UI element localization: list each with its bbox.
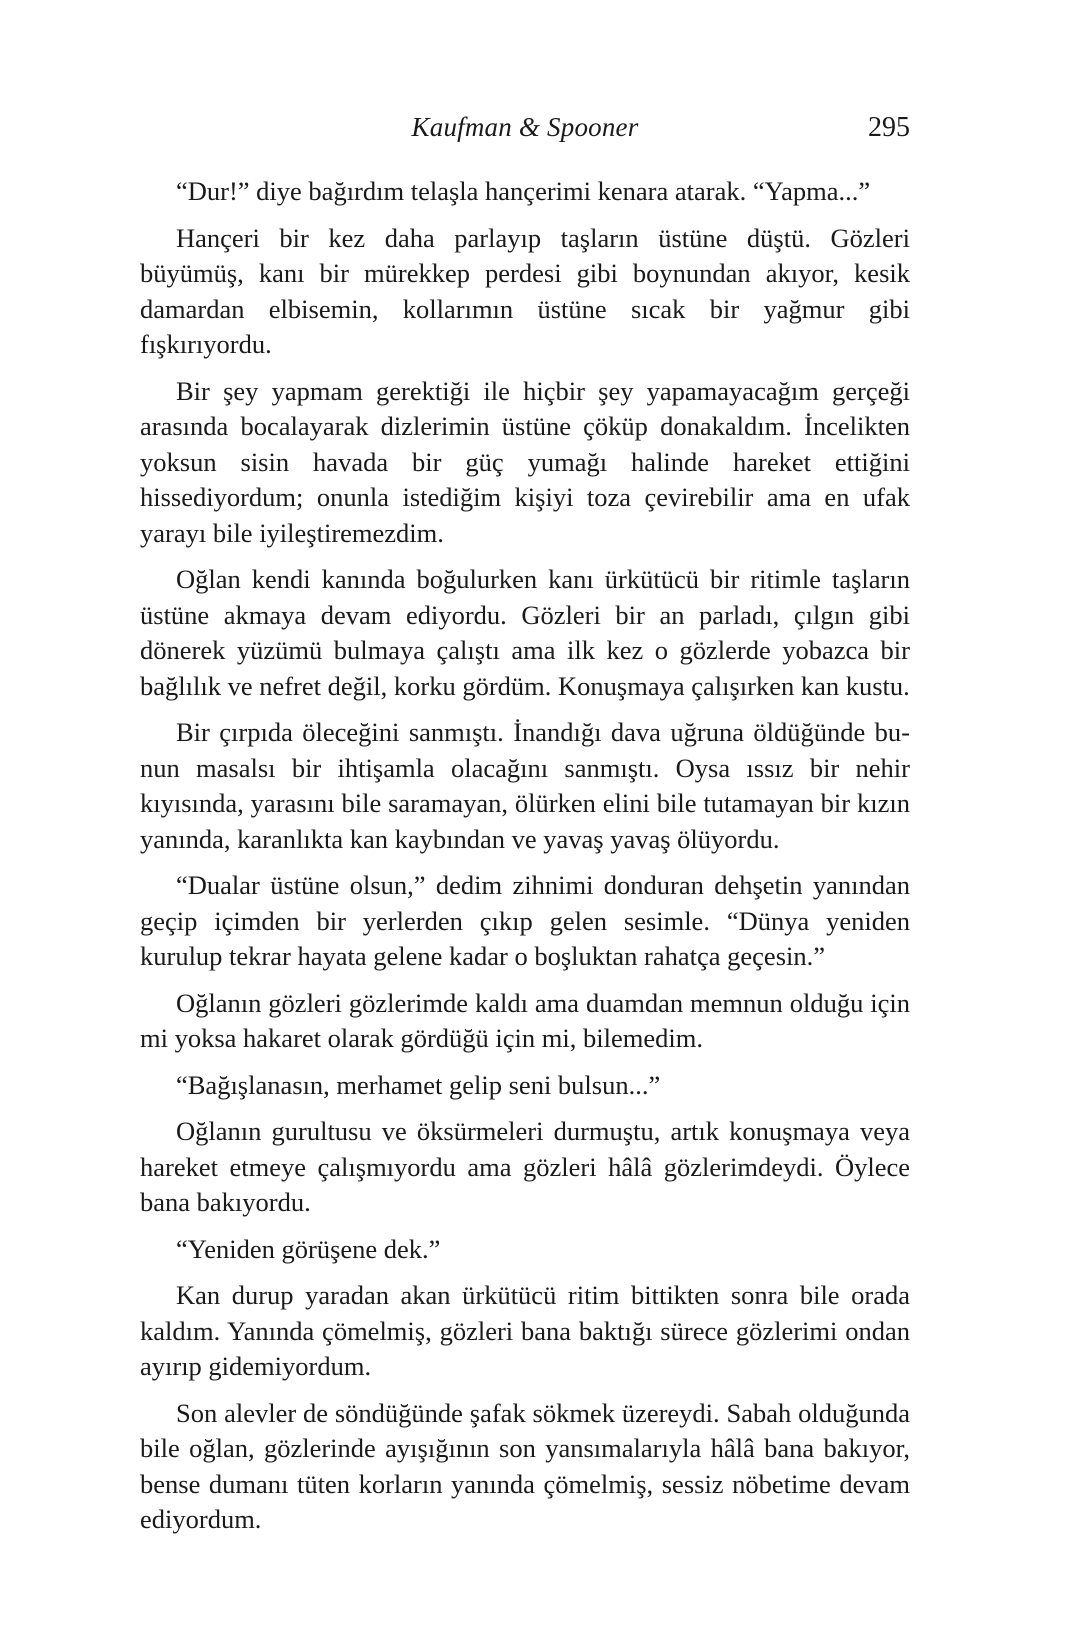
paragraph: “Yeniden görüşene dek.” [176, 1233, 441, 1264]
paragraph: Hançeri bir kez daha parlayıp taşların üstüne düştü. Gözleri büyümüş, kanı bir mürekkep perdesi gibi boynundan akıyor, kesik damardan elbisemin, kollarımın üstüne sıcak bir yağmur gibi fışkırıyordu. [140, 222, 910, 359]
paragraph: Bir şey yapmam gerektiği ile hiçbir şey yapamayacağım gerçeği arasında bocalayarak dizlerimin üstüne çöküp donakaldım. İncelikten yoksun sisin havada bir güç yumağı halinde hareket ettiğini hissediyordum; onunla istediğim kişiyi toza çevirebilir ama en ufak yarayı bile iyileştiremezdim. [140, 375, 910, 548]
paragraph: Son alevler de söndüğünde şafak sökmek üzereydi. Sabah olduğunda bile oğlan, gözlerinde ayışığının son yansımalarıyla hâlâ bana bakıyor, bense dumanı tüten korların yanında çömelmiş, sessiz nöbetime devam ediyordum. [140, 1397, 910, 1534]
body-text [140, 174, 910, 1549]
running-header [140, 112, 910, 152]
paragraph: Oğlanın gurultusu ve öksürmeleri durmuştu, artık konuşmaya veya hareket etmeye çalışmıyordu ama gözleri hâlâ gözlerimdeydi. Öylece bana bakıyordu. [140, 1116, 910, 1217]
paragraph: “Dur!” diye bağırdım telaşla hançerimi kenara atarak. “Yapma...” [176, 176, 871, 206]
paragraph: Bir çırpıda öleceğini sanmıştı. İnandığı dava uğruna öldüğünde bunun masalsı bir ihtişamla olacağını sanmıştı. Oysa ıssız bir nehir kıyısında, yarasını bile saramayan, ölürken elini bile tutamayan bir kızın yanında, karanlıkta kan kaybından ve yavaş yavaş ölüyordu. [140, 717, 910, 854]
paragraph: Oğlanın gözleri gözlerimde kaldı ama duamdan memnun olduğu için mi yoksa hakaret olarak gördüğü için mi, bilemedim. [140, 987, 910, 1053]
paragraph: Kan durup yaradan akan ürkütücü ritim bittikten sonra bile orada kaldım. Yanında çömelmiş, gözleri bana baktığı sürece gözlerimi ondan ayırıp gidemiyordum. [140, 1280, 910, 1381]
paragraph: “Dualar üstüne olsun,” dedim zihnimi donduran dehşetin yanından geçip içimden bir yerlerden çıkıp gelen sesimle. “Dünya yeniden kurulup tekrar hayata gelene kadar o boşluktan rahatça geçesin.” [140, 870, 910, 971]
running-title: Kaufman & Spooner [411, 112, 639, 142]
paragraph: “Bağışlanasın, merhamet gelip seni bulsun...” [176, 1069, 661, 1100]
paragraph: Oğlan kendi kanında boğulurken kanı ürkütücü bir ritimle taşların üstüne akmaya devam ediyordu. Gözleri bir an parladı, çılgın gibi dönerek yüzümü bulmaya çalıştı ama ilk kez o gözlerde yobazca bir bağlılık ve nefret değil, korku gördüm. Konuşmaya çalışırken kan kustu. [140, 564, 910, 701]
page-number: 295 [868, 112, 910, 143]
